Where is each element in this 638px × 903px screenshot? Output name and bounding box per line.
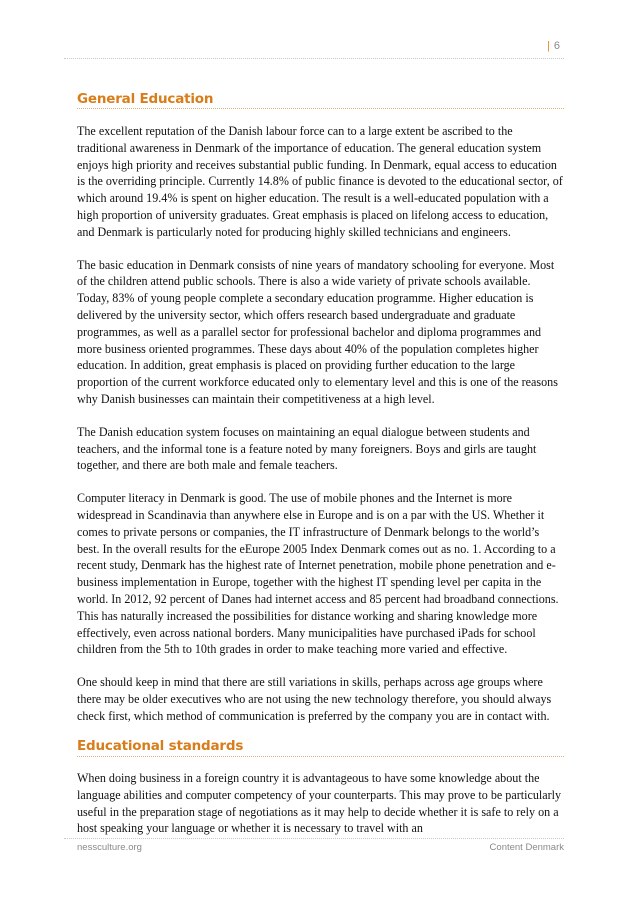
section-body-educational-standards <box>77 770 564 853</box>
paragraph: The Danish education system focuses on maintaining an equal dialogue between students and teachers, and the informal tone is a feature noted by many foreigners. Boys and girls are taught together, and there are both male and female teachers. <box>77 424 537 473</box>
paragraph: One should keep in mind that there are still variations in skills, perhaps across age groups where there may be older executives who are not using the new technology therefore, you should always check first, which method of communication is preferred by the company you are in contact with. <box>77 675 552 723</box>
page-number <box>547 40 560 52</box>
section-body-general-education <box>77 123 564 741</box>
section-heading-divider <box>77 108 564 109</box>
paragraph: The basic education in Denmark consists of nine years of mandatory schooling for everyone. Most of the children attend public schools. There is also a wide variety of private schools available. Today, 83% of young people complete a secondary education programme. Higher education is delivered by the university sector, which offers research based undergraduate and graduate programmes, as well as a parallel sector for professional bachelor and diploma programmes and more business oriented programmes. These days about 40% of the population completes higher education. In addition, great emphasis is placed on providing further education to the large proportion of the current workforce educated only to elementary level and this is one of the reasons why Danish businesses can maintain their competitiveness at a high level. <box>77 257 558 406</box>
paragraph: The excellent reputation of the Danish labour force can to a large extent be ascribed to the traditional awareness in Denmark of the importance of education. The general education system enjoys high priority and receives substantial public funding. In Denmark, equal access to education is the overriding principle. Currently 14.8% of public finance is devoted to the educational sector, of which around 19.4% is spent on higher education. The result is a well-educated population with a high proportion of university graduates. Great emphasis is placed on lifelong access to education, and Denmark is particularly noted for producing highly skilled technicians and engineers. <box>77 124 563 239</box>
footer-document-title: Content Denmark <box>489 842 564 853</box>
section-heading-general-education: General Education <box>77 91 214 107</box>
page-number-separator: | <box>547 40 550 52</box>
paragraph: Computer literacy in Denmark is good. The use of mobile phones and the Internet is more widespread in Scandinavia than anywhere else in Europe and is on a par with the US. Whether it comes to private persons or companies, the IT infrastructure of Denmark belongs to the world’s best. In the overall results for the eEurope 2005 Index Denmark comes out as no. 1. According to a recent study, Denmark has the highest rate of Internet penetration, mobile phone penetration and e-business implementation in Europe, together with the highest IT spending level per capita in the world. In 2012, 92 percent of Danes had internet access and 85 percent had broadband connections. This has naturally increased the possibilities for distance working and sharing knowledge more effectively, even across national borders. Many municipalities have purchased iPads for school children from the 5th to 10th grades in order to make teaching more varied and effective. <box>77 491 559 657</box>
footer-website: nessculture.org <box>77 842 142 853</box>
footer-divider <box>64 838 564 839</box>
section-heading-divider <box>77 756 564 757</box>
page-number-value: 6 <box>553 40 560 52</box>
header-divider <box>64 58 564 59</box>
paragraph: When doing business in a foreign country it is advantageous to have some knowledge about the language abilities and computer competency of your counterparts. This may prove to be particularly useful in the preparation stage of negotiations as it may help to decide whether it is safe to rely on a host speaking your language or whether it is necessary to travel with an <box>77 771 562 836</box>
section-heading-educational-standards: Educational standards <box>77 738 244 754</box>
